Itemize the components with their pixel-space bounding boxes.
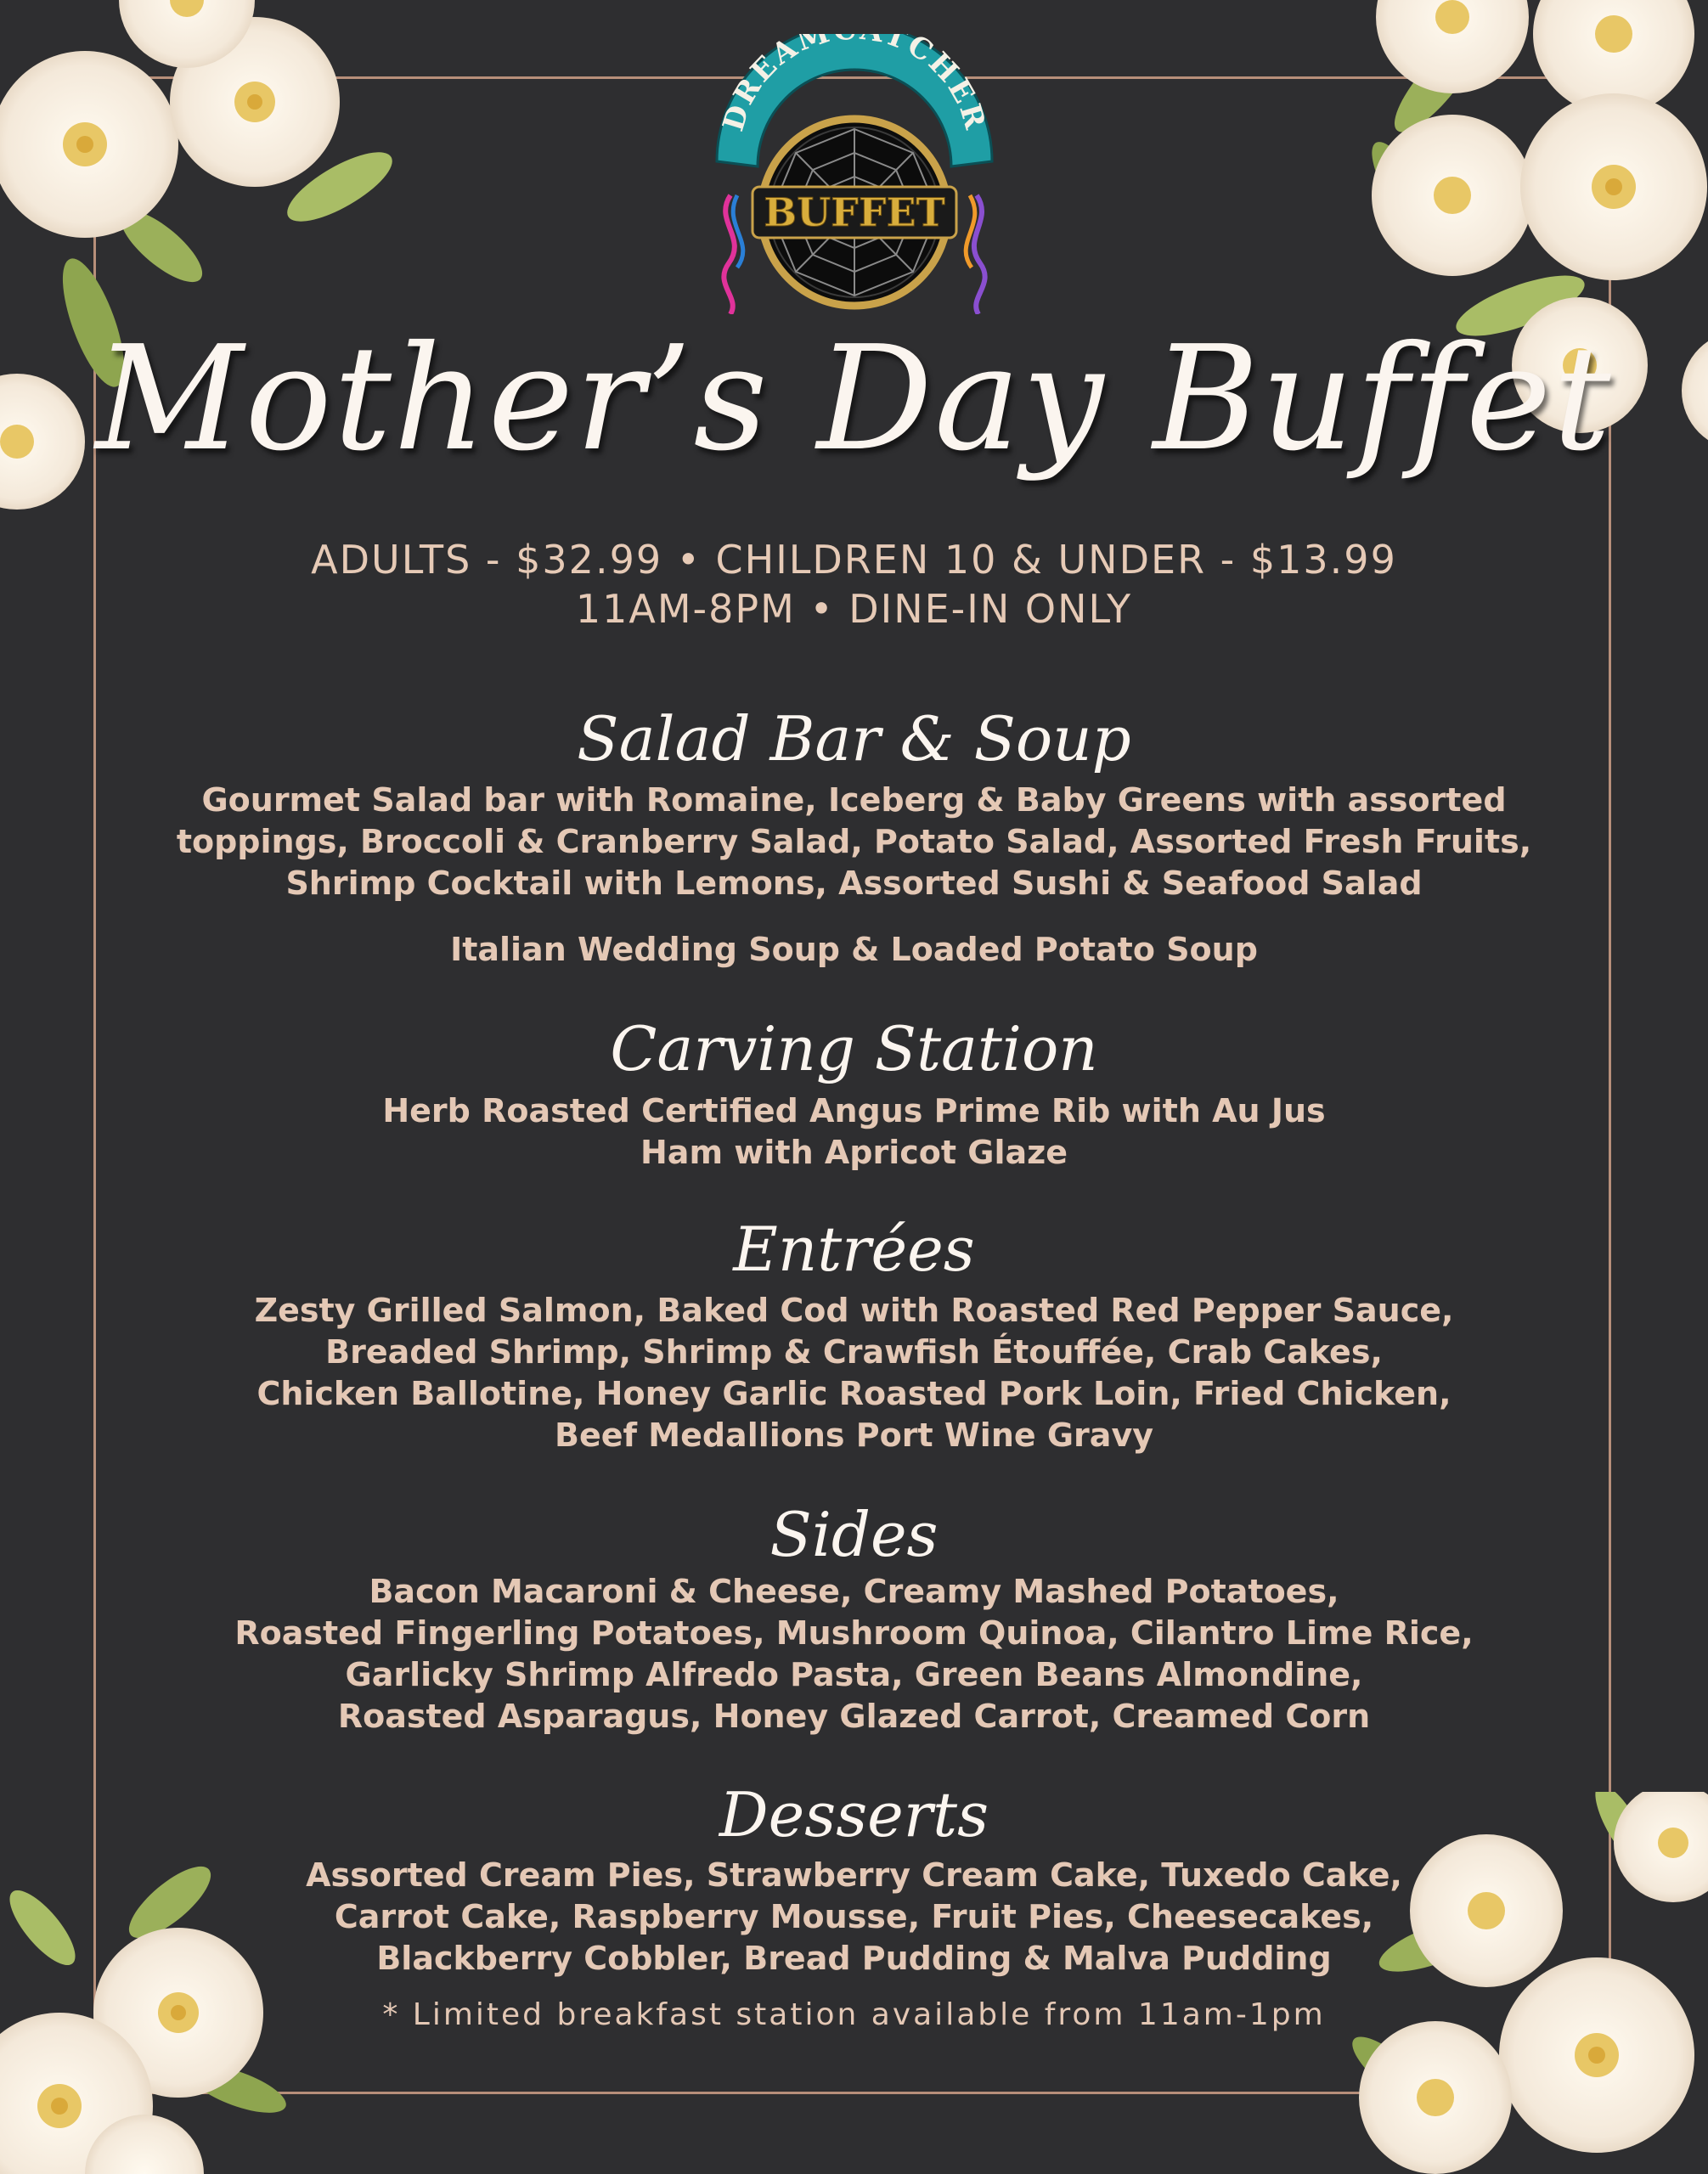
menu-line: Assorted Cream Pies, Strawberry Cream Cake, Tuxedo Cake, bbox=[306, 1856, 1402, 1894]
menu-line: Carrot Cake, Raspberry Mousse, Fruit Pies, Cheesecakes, bbox=[334, 1898, 1374, 1935]
menu-line: Herb Roasted Certified Angus Prime Rib with Au Jus bbox=[382, 1092, 1326, 1129]
section-body-desserts bbox=[170, 1855, 1538, 1980]
menu-line: Roasted Asparagus, Honey Glazed Carrot, Creamed Corn bbox=[337, 1698, 1371, 1735]
pricing-line: ADULTS - $32.99 • CHILDREN 10 & UNDER - $13.99 bbox=[311, 537, 1397, 583]
menu-line: Gourmet Salad bar with Romaine, Iceberg & Baby Greens with assorted bbox=[201, 781, 1507, 819]
dreamcatcher-icon bbox=[696, 34, 1012, 314]
dreamcatcher-buffet-logo bbox=[696, 34, 1012, 314]
section-body-carving bbox=[170, 1090, 1538, 1174]
svg-text:BUFFET: BUFFET bbox=[764, 189, 945, 235]
section-title-entrees: Entrées bbox=[733, 1214, 975, 1285]
menu-line: Blackberry Cobbler, Bread Pudding & Malva Pudding bbox=[376, 1940, 1332, 1977]
breakfast-footnote: * Limited breakfast station available from 11am-1pm bbox=[382, 1997, 1326, 2032]
section-body-sides bbox=[170, 1571, 1538, 1738]
section-title-salad-soup: Salad Bar & Soup bbox=[577, 703, 1131, 774]
menu-line: Breaded Shrimp, Shrimp & Crawfish Étouffée, Crab Cakes, bbox=[325, 1333, 1383, 1371]
menu-line: Roasted Fingerling Potatoes, Mushroom Quinoa, Cilantro Lime Rice, bbox=[234, 1614, 1474, 1652]
menu-line: Chicken Ballotine, Honey Garlic Roasted Pork Loin, Fried Chicken, bbox=[256, 1375, 1452, 1412]
menu-line: Garlicky Shrimp Alfredo Pasta, Green Beans Almondine, bbox=[345, 1656, 1363, 1693]
page-title: Mother’s Day Buffet bbox=[95, 315, 1613, 483]
section-title-desserts: Desserts bbox=[719, 1779, 989, 1850]
section-body-salad bbox=[170, 780, 1538, 904]
menu-line: Ham with Apricot Glaze bbox=[640, 1134, 1068, 1171]
menu-line: Shrimp Cocktail with Lemons, Assorted Sushi & Seafood Salad bbox=[285, 865, 1423, 902]
section-body-soup bbox=[170, 929, 1538, 971]
hours-line: 11AM-8PM • DINE-IN ONLY bbox=[575, 586, 1133, 632]
menu-line: Italian Wedding Soup & Loaded Potato Soup bbox=[450, 931, 1258, 968]
section-body-entrees bbox=[170, 1290, 1538, 1456]
section-title-carving: Carving Station bbox=[610, 1013, 1098, 1084]
menu-line: Beef Medallions Port Wine Gravy bbox=[555, 1416, 1153, 1454]
svg-text:DREAMCATCHER: DREAM TCHER bbox=[716, 34, 993, 136]
menu-line: Bacon Macaroni & Cheese, Creamy Mashed Potatoes, bbox=[369, 1573, 1339, 1610]
menu-line: toppings, Broccoli & Cranberry Salad, Potato Salad, Assorted Fresh Fruits, bbox=[176, 823, 1532, 860]
menu-line: Zesty Grilled Salmon, Baked Cod with Roasted Red Pepper Sauce, bbox=[254, 1292, 1454, 1329]
section-title-sides: Sides bbox=[769, 1499, 939, 1570]
